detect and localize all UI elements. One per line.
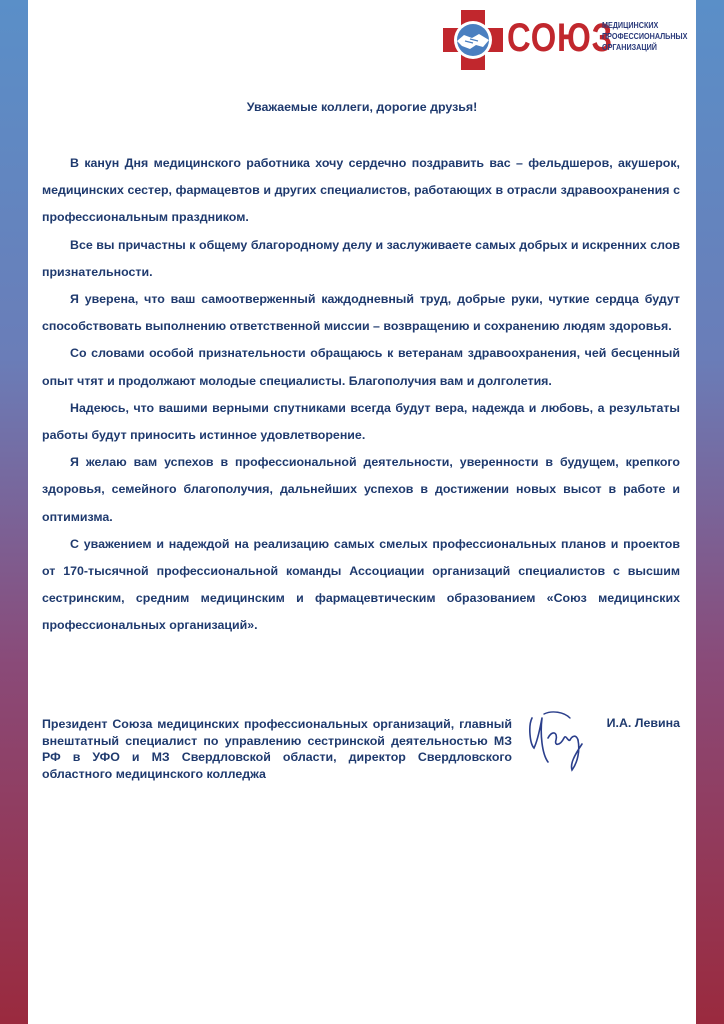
- body-paragraph: С уважением и надеждой на реализацию самых смелых профессиональных планов и проектов от 170-тысячной профессиональной команды Ассоциации организаций специалистов с высшим сестринским, средним медицинским и фармацевтическим образованием «Союз медицинских профессиональных организаций».: [42, 536, 680, 633]
- signatory-name: И.А. Левина: [606, 716, 680, 730]
- signatory-position: Президент Союза медицинских профессиональных организаций, главный внештатный специалист по управлению сестринской деятельностью МЗ РФ в УФО и МЗ Свердловской области, директор Свердловского областного медицинского колледжа: [42, 717, 512, 781]
- body-paragraph: Я уверена, что ваш самоотверженный каждодневный труд, добрые руки, чуткие сердца будут способствовать выполнению ответственной миссии – возвращению и сохранению людям здоровья.: [42, 292, 680, 334]
- body-paragraph: Я желаю вам успехов в профессиональной деятельности, уверенности в будущем, крепкого здоровья, семейного благополучия, дальнейших успехов в достижении новых высот в работе и оптимизма.: [42, 455, 680, 524]
- logo-wordmark: СОЮЗ: [507, 16, 614, 60]
- greeting-heading: Уважаемые коллеги, дорогие друзья!: [246, 100, 478, 114]
- letter-page: [28, 0, 696, 1024]
- left-border-gradient: [0, 0, 28, 1024]
- body-paragraph: Надеюсь, что вашими верными спутниками всегда будут вера, надежда и любовь, а результаты работы будут приносить истинное удовлетворение.: [42, 400, 680, 443]
- logo-subtitle-line: ПРОФЕССИОНАЛЬНЫХ: [602, 31, 688, 41]
- organization-logo: [443, 10, 693, 70]
- logo-subtitle: [602, 20, 688, 53]
- logo-subtitle-line: ОРГАНИЗАЦИЙ: [602, 42, 657, 52]
- logo-subtitle-line: МЕДИЦИНСКИХ: [602, 20, 659, 30]
- handshake-cross-icon: [443, 10, 503, 70]
- body-paragraph: В канун Дня медицинского работника хочу сердечно поздравить вас – фельдшеров, акушерок, медицинских сестер, фармацевтов и других специалистов, работающих в отрасли здравоохранения с профессиональным праздником.: [42, 156, 680, 225]
- body-paragraph: Со словами особой признательности обращаюсь к ветеранам здравоохранения, чей бесценный опыт чтят и продолжают молодые специалисты. Благополучия вам и долголетия.: [42, 346, 680, 388]
- body-paragraph: Все вы причастны к общему благородному делу и заслуживаете самых добрых и искренних слов признательности.: [42, 237, 680, 279]
- letter-body: [42, 150, 680, 640]
- right-border-gradient: [696, 0, 724, 1024]
- handwritten-signature: [524, 704, 590, 776]
